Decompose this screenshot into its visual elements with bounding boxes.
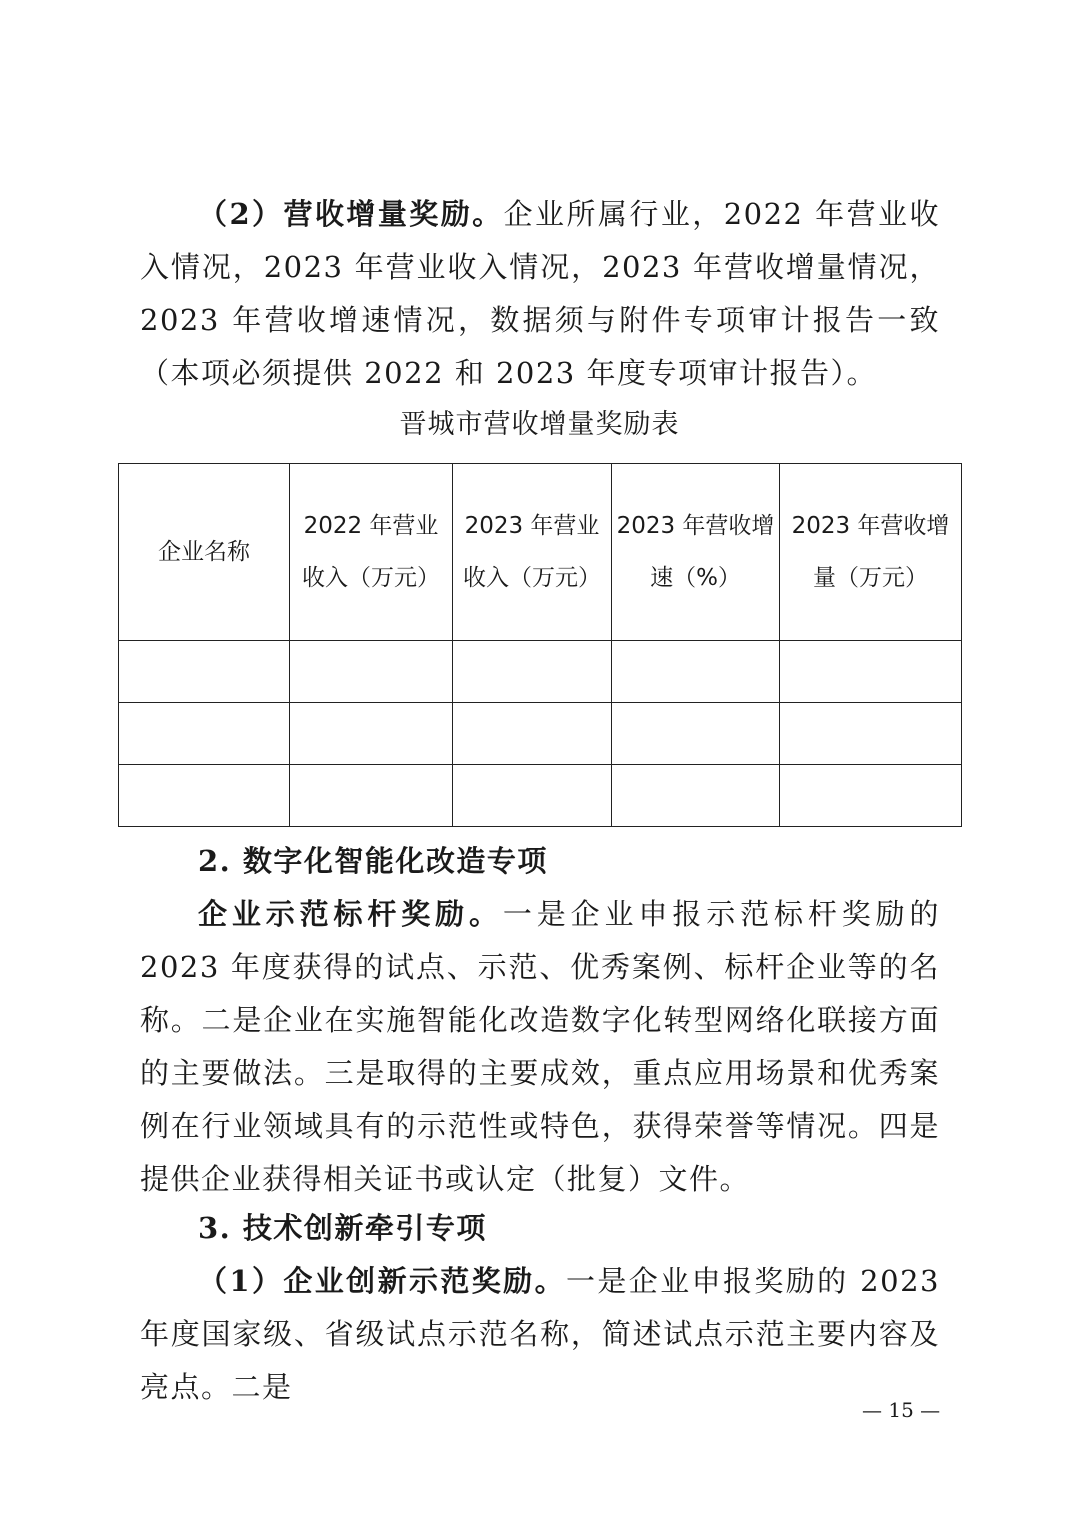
benchmark-reward-lead: 企业示范标杆奖励。 bbox=[198, 897, 503, 931]
table-cell bbox=[453, 641, 612, 703]
col-header-2023-growth-rate: 2023 年营收增速（%） bbox=[612, 464, 780, 641]
col-header-2023-revenue: 2023 年营业收入（万元） bbox=[453, 464, 612, 641]
table-cell bbox=[780, 765, 962, 827]
page-number: — 15 — bbox=[862, 1398, 941, 1422]
table-cell bbox=[612, 765, 780, 827]
table-cell bbox=[119, 703, 290, 765]
table-cell bbox=[612, 641, 780, 703]
table-cell bbox=[780, 703, 962, 765]
table-cell bbox=[453, 765, 612, 827]
table-row bbox=[119, 765, 962, 827]
col-header-2023-increment: 2023 年营收增量（万元） bbox=[780, 464, 962, 641]
col-header-2022-revenue: 2022 年营业收入（万元） bbox=[290, 464, 453, 641]
col-header-company: 企业名称 bbox=[119, 464, 290, 641]
table-cell bbox=[290, 641, 453, 703]
table-cell bbox=[119, 641, 290, 703]
table-header-row bbox=[119, 464, 962, 641]
table-title: 晋城市营收增量奖励表 bbox=[399, 409, 680, 440]
benchmark-reward-body: 一是企业申报示范标杆奖励的 2023 年度获得的试点、示范、优秀案例、标杆企业等的名称。二是企业在实施智能化改造数字化转型网络化联接方面的主要做法。三是取得的主要成效，重点应用场景和优秀案例在行业领域具有的示范性或特色，获得荣誉等情况。四是提供企业获得相关证书或认定（批复）文件。 bbox=[140, 897, 940, 1196]
table-cell bbox=[119, 765, 290, 827]
innovation-reward-paragraph bbox=[140, 1255, 940, 1414]
innovation-reward-lead: （1）企业创新示范奖励。 bbox=[198, 1264, 566, 1298]
table-row bbox=[119, 703, 962, 765]
table-cell bbox=[612, 703, 780, 765]
revenue-reward-table bbox=[118, 463, 962, 827]
section-3-heading: 3. 技术创新牵引专项 bbox=[198, 1211, 487, 1245]
innovation-reward-body: 一是企业申报奖励的 2023 年度国家级、省级试点示范名称，简述试点示范主要内容及亮点。二是 bbox=[140, 1264, 940, 1404]
revenue-reward-body: 企业所属行业，2022 年营业收入情况，2023 年营业收入情况，2023 年营收增量情况，2023 年营收增速情况，数据须与附件专项审计报告一致（本项必须提供 2022 和 2023 年度专项审计报告）。 bbox=[140, 197, 940, 390]
table-cell bbox=[453, 703, 612, 765]
table-cell bbox=[780, 641, 962, 703]
table-cell bbox=[290, 703, 453, 765]
section-2-heading: 2. 数字化智能化改造专项 bbox=[198, 844, 548, 878]
revenue-reward-paragraph bbox=[140, 188, 940, 400]
benchmark-reward-paragraph bbox=[140, 888, 940, 1206]
table-cell bbox=[290, 765, 453, 827]
table-row bbox=[119, 641, 962, 703]
revenue-reward-lead: （2）营收增量奖励。 bbox=[198, 197, 504, 231]
